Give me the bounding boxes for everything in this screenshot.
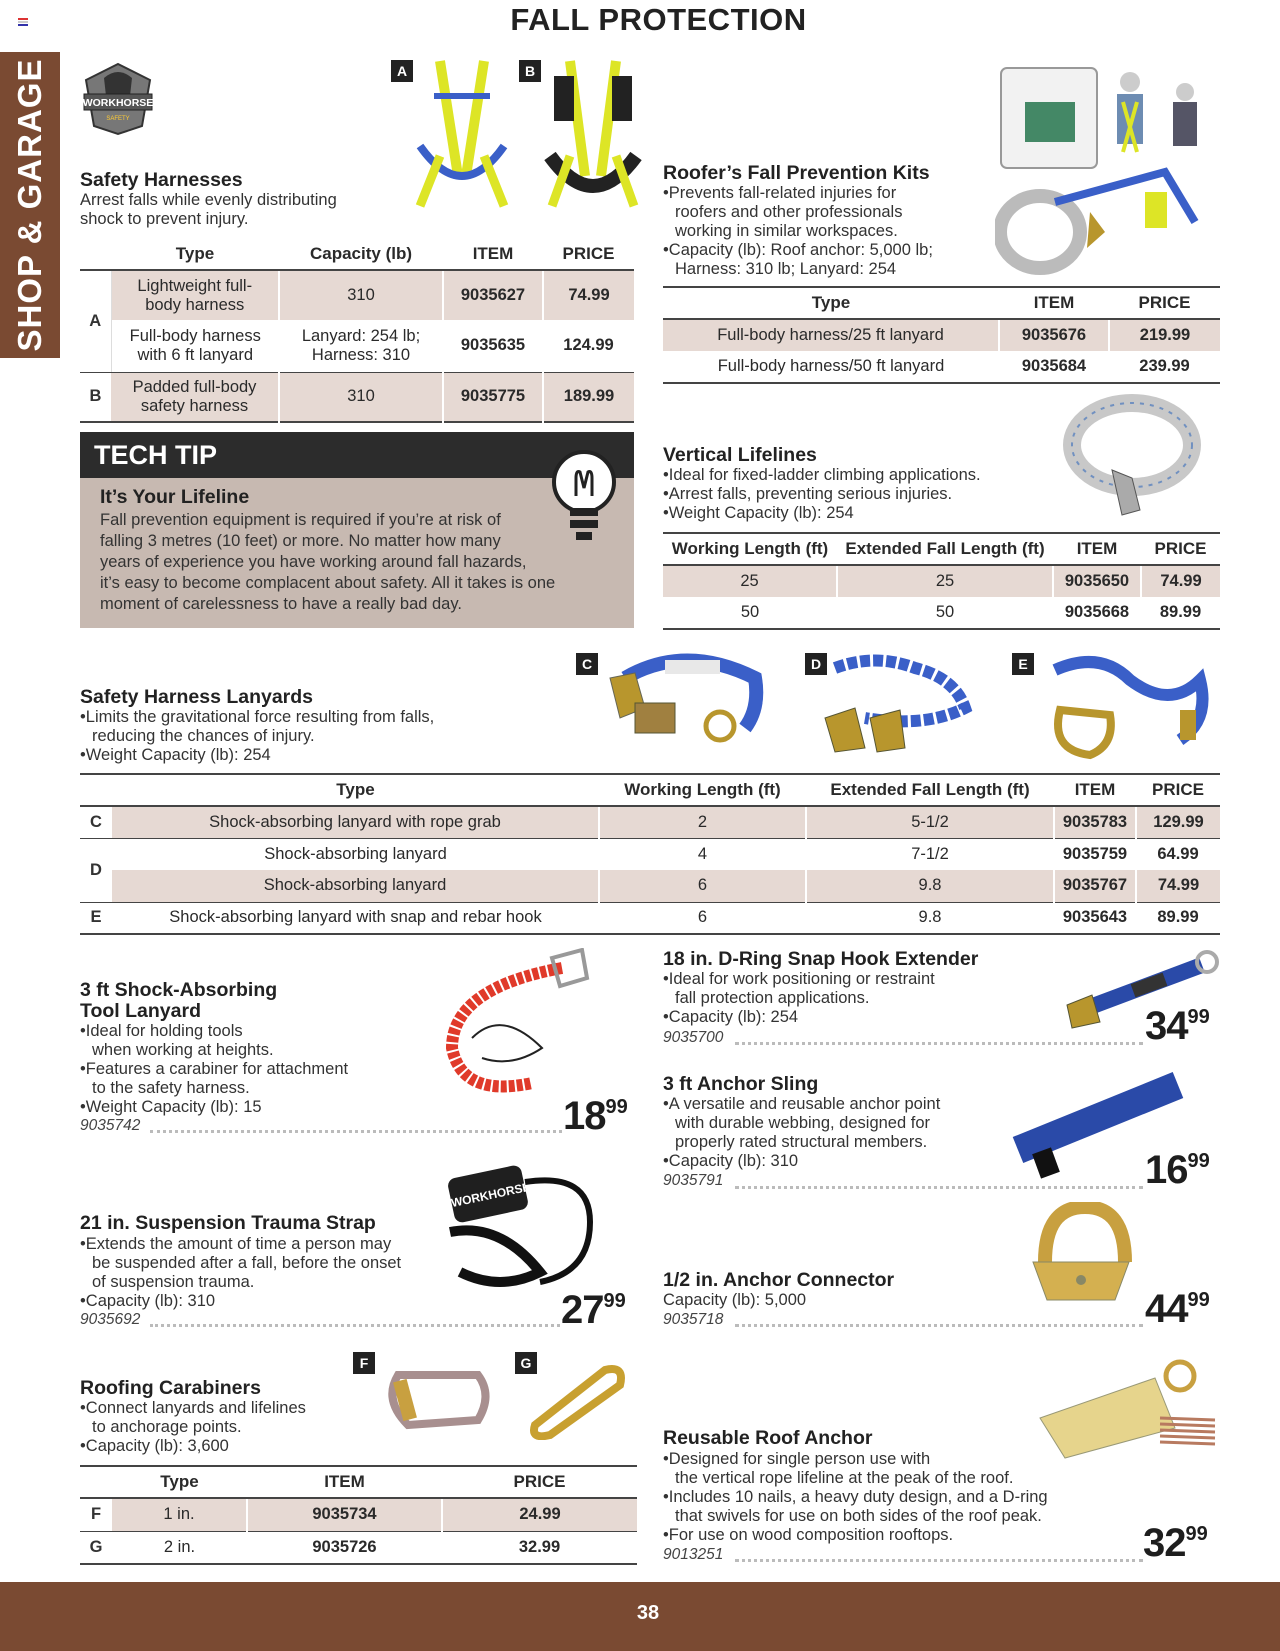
anchor-connector-price: 4499 xyxy=(1145,1287,1210,1331)
section-tab-label: SHOP & GARAGE xyxy=(11,58,48,352)
trauma-strap-price: 2799 xyxy=(561,1288,626,1332)
label-f: F xyxy=(353,1352,375,1374)
table-row: Full-body harness/50 ft lanyard 9035684 239.99 xyxy=(663,351,1220,383)
dotted-leader xyxy=(735,1042,1143,1045)
table-row: D Shock-absorbing lanyard 4 7-1/2 9035759 64.99 xyxy=(80,838,1220,870)
carabiners-table: Type ITEM PRICE F 1 in. 9035734 24.99 G 2 in. 9035726 32.99 xyxy=(80,1465,637,1565)
table-row: C Shock-absorbing lanyard with rope grab 2 5-1/2 9035783 129.99 xyxy=(80,806,1220,838)
anchor-connector-desc: Capacity (lb): 5,000 xyxy=(663,1291,807,1309)
lanyards-table: Type Working Length (ft) Extended Fall Length (ft) ITEM PRICE C Shock-absorbing lanyard with rope grab 2 5-1/2 9035783 129.99 D Shock-absorbing lanyard 4 7-1/2 9035759 64.99 Shock-absorbing lanyard 6 9.8 9035767 74.99 E Shock-absorbing lanyard with snap and rebar hook 6 9.8 9035643 89.99 xyxy=(80,773,1220,935)
label-e: E xyxy=(1012,653,1034,675)
trauma-strap-desc: •Extends the amount of time a person may be suspended after a fall, before the onset of suspension trauma. •Capacity (lb): 310 xyxy=(80,1235,402,1310)
table-row: Full-body harness with 6 ft lanyard Lanyard: 254 lb; Harness: 310 9035635 124.99 xyxy=(80,320,634,372)
anchor-connector-sku: 9035718 xyxy=(663,1311,724,1328)
label-g: G xyxy=(515,1352,537,1374)
roof-anchor-sku: 9013251 xyxy=(663,1546,724,1563)
label-b: B xyxy=(519,60,541,82)
trauma-strap-title: 21 in. Suspension Trauma Strap xyxy=(80,1212,376,1234)
lanyards-desc: •Limits the gravitational force resulting from falls, reducing the chances of injury. •Weight Capacity (lb): 254 xyxy=(80,708,435,764)
roof-anchor-title: Reusable Roof Anchor xyxy=(663,1427,873,1449)
tech-tip-title: It’s Your Lifeline xyxy=(100,486,250,508)
harness-b-image xyxy=(540,56,646,214)
lanyards-title: Safety Harness Lanyards xyxy=(80,686,314,708)
harnesses-table: Type Capacity (lb) ITEM PRICE A Lightweight full- body harness 310 9035627 74.99 Full-body harness with 6 ft lanyard Lanyard: 254 lb; Harness: 310 9035635 124.99 B Padded full-body safety harness 310 9035775 189.99 xyxy=(80,238,634,423)
lifelines-title: Vertical Lifelines xyxy=(663,444,817,466)
dotted-leader xyxy=(735,1324,1143,1327)
page-number: 38 xyxy=(636,1602,660,1624)
table-row: 25 25 9035650 74.99 xyxy=(663,565,1220,597)
trauma-strap-sku: 9035692 xyxy=(80,1311,141,1328)
label-c: C xyxy=(576,653,598,675)
lifelines-desc: •Ideal for fixed-ladder climbing applications. •Arrest falls, preventing serious injuries. •Weight Capacity (lb): 254 xyxy=(663,466,981,522)
roofer-kits-title: Roofer’s Fall Prevention Kits xyxy=(663,162,930,184)
tool-lanyard-desc: •Ideal for holding tools when working at heights. •Features a carabiner for attachment to the safety harness. •Weight Capacity (lb): 15 xyxy=(80,1022,349,1116)
roofer-kit-image xyxy=(995,62,1220,282)
tool-lanyard-image xyxy=(432,948,594,1100)
tool-lanyard-sku: 9035742 xyxy=(80,1117,141,1134)
harness-a-image xyxy=(400,56,524,214)
table-row: 50 50 9035668 89.99 xyxy=(663,597,1220,629)
table-row: E Shock-absorbing lanyard with snap and rebar hook 6 9.8 9035643 89.99 xyxy=(80,902,1220,934)
harnesses-title: Safety Harnesses xyxy=(80,169,243,191)
table-row: Full-body harness/25 ft lanyard 9035676 219.99 xyxy=(663,319,1220,351)
lanyard-c-image xyxy=(605,648,765,748)
table-row: A Lightweight full- body harness 310 9035627 74.99 xyxy=(80,270,634,320)
extender-sku: 9035700 xyxy=(663,1029,724,1046)
anchor-connector-title: 1/2 in. Anchor Connector xyxy=(663,1269,895,1291)
extender-title: 18 in. D-Ring Snap Hook Extender xyxy=(663,948,979,970)
dotted-leader xyxy=(150,1324,560,1327)
carabiners-desc: •Connect lanyards and lifelines to anchorage points. •Capacity (lb): 3,600 xyxy=(80,1399,306,1455)
label-d: D xyxy=(805,653,827,675)
carabiners-title: Roofing Carabiners xyxy=(80,1377,261,1399)
brand-logo xyxy=(80,60,156,136)
roofer-kits-table: Type ITEM PRICE Full-body harness/25 ft lanyard 9035676 219.99 Full-body harness/50 ft lanyard 9035684 239.99 xyxy=(663,286,1220,384)
lanyard-e-image xyxy=(1040,650,1210,760)
roof-anchor-desc: •Designed for single person use with the vertical rope lifeline at the peak of the roof. •Includes 10 nails, a heavy duty design, and a D-ring that swivels for use on both sides of the roof peak. •For use on wood composition rooftops. xyxy=(663,1450,1048,1544)
lanyard-d-image xyxy=(805,648,975,756)
roofer-kits-desc: •Prevents fall-related injuries for roofers and other professionals working in similar workspaces. •Capacity (lb): Roof anchor: 5,000 lb; Harness: 310 lb; Lanyard: 254 xyxy=(663,184,933,278)
anchor-connector-image xyxy=(1025,1202,1137,1304)
lifeline-rope-image xyxy=(1062,390,1202,520)
anchor-sling-desc: •A versatile and reusable anchor point with durable webbing, designed for properly rated structural members. •Capacity (lb): 310 xyxy=(663,1095,941,1170)
harnesses-desc: Arrest falls while evenly distributing shock to prevent injury. xyxy=(80,191,337,228)
page-footer xyxy=(0,1582,1280,1651)
carabiner-g-image xyxy=(520,1360,632,1440)
anchor-sling-price: 1699 xyxy=(1145,1148,1210,1192)
carabiner-f-image xyxy=(378,1360,498,1435)
lifelines-table: Working Length (ft) Extended Fall Length (ft) ITEM PRICE 25 25 9035650 74.99 50 50 9035668 89.99 xyxy=(663,532,1220,630)
table-row: G 2 in. 9035726 32.99 xyxy=(80,1531,637,1564)
dotted-leader xyxy=(735,1186,1143,1189)
section-tab xyxy=(0,52,60,358)
table-row: Shock-absorbing lanyard 6 9.8 9035767 74.99 xyxy=(80,870,1220,902)
lightbulb-icon xyxy=(550,448,618,544)
trauma-strap-image xyxy=(440,1162,610,1297)
tech-tip-heading: TECH TIP xyxy=(94,440,218,470)
strap-brand-text: WORKHORSE xyxy=(449,1179,532,1211)
roof-anchor-image xyxy=(1035,1358,1220,1468)
table-row: B Padded full-body safety harness 310 9035775 189.99 xyxy=(80,372,634,422)
label-a: A xyxy=(391,60,413,82)
logo-subtext: SAFETY xyxy=(106,116,130,122)
anchor-sling-sku: 9035791 xyxy=(663,1172,724,1189)
dotted-leader xyxy=(150,1130,562,1133)
table-row: F 1 in. 9035734 24.99 xyxy=(80,1498,637,1531)
roof-anchor-price: 3299 xyxy=(1143,1521,1208,1565)
logo-text: WORKHORSE xyxy=(82,97,154,109)
page-title: FALL PROTECTION xyxy=(510,2,807,37)
extender-desc: •Ideal for work positioning or restraint fall protection applications. •Capacity (lb): 254 xyxy=(663,970,935,1026)
dotted-leader xyxy=(735,1559,1143,1562)
tool-lanyard-title: 3 ft Shock-Absorbing Tool Lanyard xyxy=(80,979,278,1022)
extender-price: 3499 xyxy=(1145,1004,1210,1048)
anchor-sling-title: 3 ft Anchor Sling xyxy=(663,1073,819,1095)
tech-tip-body: Fall prevention equipment is required if you’re at risk of falling 3 metres (10 feet) or more. No matter how many years of experience you have working around fall hazards, it’s easy to become complacent about safety. All it takes is one moment of carelessness to have a really bad day. xyxy=(100,511,556,613)
tool-lanyard-price: 1899 xyxy=(563,1094,628,1138)
